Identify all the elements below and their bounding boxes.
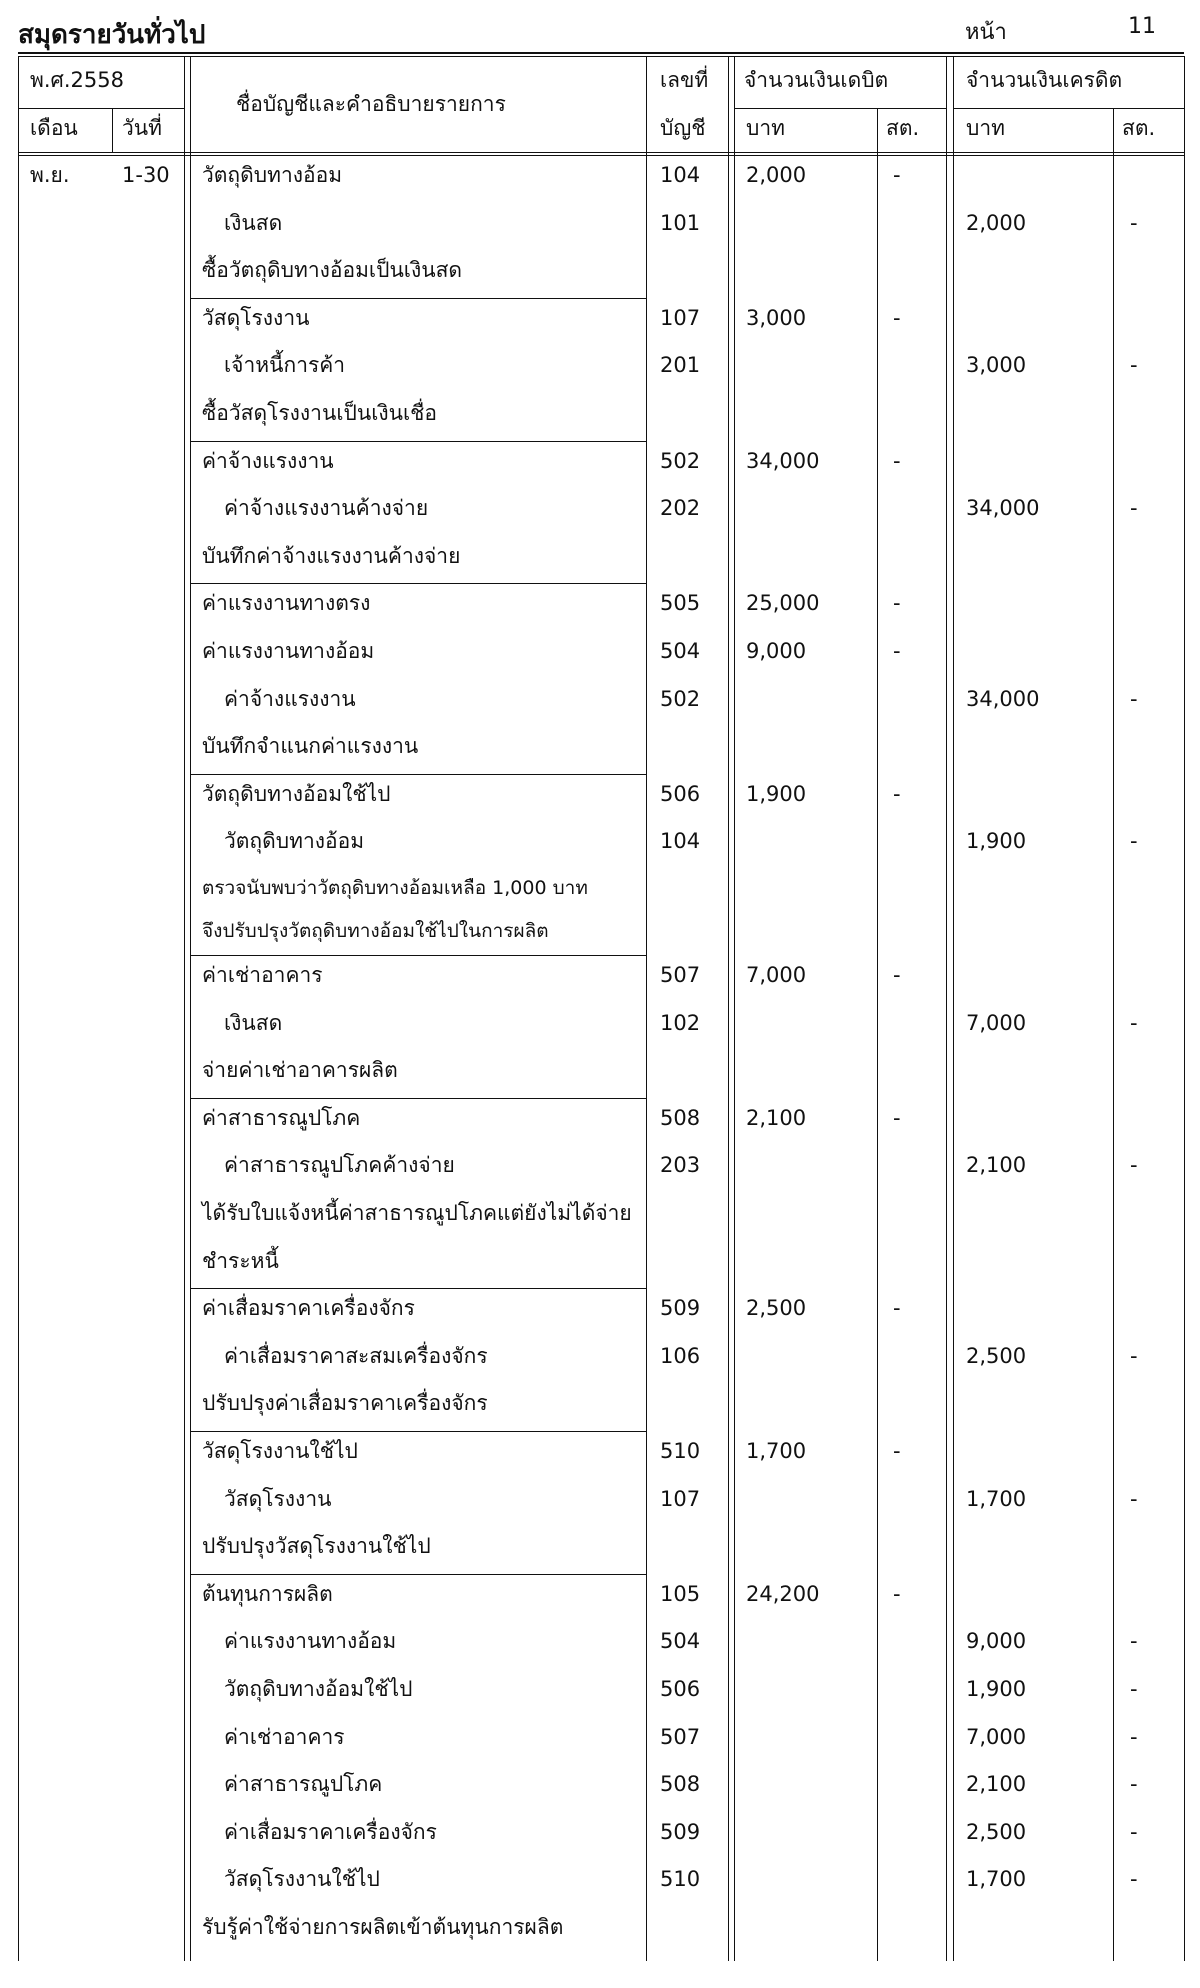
account-text: ปรับปรุงค่าเสื่อมราคาเครื่องจักร	[202, 1391, 488, 1416]
account-text: วัสดุโรงงานใช้ไป	[202, 1439, 358, 1463]
credit-satang: -	[1130, 1010, 1138, 1035]
account-text: วัสดุโรงงาน	[202, 305, 310, 330]
account-text: ค่าจ้างแรงงาน	[202, 448, 334, 473]
credit-satang: -	[1130, 1819, 1138, 1844]
ref-number: 201	[660, 353, 701, 378]
debit-amount: 9,000	[746, 639, 807, 663]
credit-amount: 3,000	[966, 353, 1027, 378]
account-text: ค่าสาธารณูปโภคค้างจ่าย	[224, 1153, 455, 1178]
account-text: บันทึกค่าจ้างแรงงานค้างจ่าย	[202, 543, 461, 568]
credit-amount: 7,000	[966, 1010, 1027, 1035]
account-text: ชำระหนี้	[202, 1248, 279, 1273]
credit-amount: 2,500	[966, 1343, 1027, 1368]
table-vline	[190, 56, 191, 1961]
debit-satang: -	[893, 305, 901, 330]
table-vline	[646, 56, 647, 1961]
account-text: ซื้อวัสดุโรงงานเป็นเงินเชื่อ	[202, 401, 438, 425]
debit-satang: -	[893, 1105, 901, 1130]
table-vline	[1184, 56, 1185, 1961]
table-vline	[112, 108, 113, 152]
debit-amount: 1,700	[746, 1439, 807, 1463]
account-text: วัตถุดิบทางอ้อมใช้ไป	[202, 781, 391, 806]
account-text: ปรับปรุงวัสดุโรงงานใช้ไป	[202, 1534, 431, 1559]
account-text: ค่าสาธารณูปโภค	[224, 1772, 383, 1797]
debit-amount: 7,000	[746, 963, 807, 987]
header-ref-top: เลขที่	[660, 68, 709, 92]
top-rule	[18, 52, 1184, 54]
account-text: วัตถุดิบทางอ้อม	[224, 829, 365, 854]
ref-number: 510	[660, 1439, 701, 1463]
credit-amount: 2,000	[966, 210, 1027, 235]
ref-number: 504	[660, 1629, 701, 1654]
account-text: ค่าแรงงานทางอ้อม	[202, 639, 375, 663]
ref-number: 104	[660, 163, 701, 187]
table-hline	[190, 298, 646, 299]
account-text: บันทึกจำแนกค่าแรงงาน	[202, 734, 419, 759]
credit-satang: -	[1130, 1724, 1138, 1749]
debit-amount: 34,000	[746, 448, 820, 473]
ref-number: 506	[660, 1677, 701, 1701]
debit-satang: -	[893, 163, 901, 187]
ref-number: 107	[660, 305, 701, 330]
credit-amount: 1,700	[966, 1867, 1027, 1892]
debit-amount: 1,900	[746, 781, 807, 806]
credit-satang: -	[1130, 829, 1138, 854]
debit-satang: -	[893, 1581, 901, 1606]
debit-amount: 25,000	[746, 591, 820, 616]
header-credit-baht: บาท	[966, 116, 1005, 140]
account-text: ได้รับใบแจ้งหนี้ค่าสาธารณูปโภคแต่ยังไม่ได้จ่าย	[202, 1201, 632, 1225]
account-text: ค่าเช่าอาคาร	[202, 963, 323, 987]
ref-number: 202	[660, 496, 701, 521]
header-ref-bottom: บัญชี	[660, 116, 706, 140]
account-text: ค่าสาธารณูปโภค	[202, 1105, 361, 1130]
credit-satang: -	[1130, 686, 1138, 711]
ref-number: 101	[660, 210, 701, 235]
table-hline	[190, 1098, 646, 1099]
account-text: ค่าแรงงานทางอ้อม	[224, 1629, 397, 1654]
header-year: พ.ศ.2558	[30, 68, 124, 92]
header-credit-satang: สต.	[1122, 116, 1156, 140]
ref-number: 505	[660, 591, 701, 616]
credit-satang: -	[1130, 1772, 1138, 1797]
table-hline	[190, 1574, 646, 1575]
table-vline	[953, 56, 954, 1961]
header-debit: จำนวนเงินเดบิต	[744, 68, 889, 92]
account-text: เจ้าหนี้การค้า	[224, 353, 346, 378]
table-vline	[1113, 108, 1114, 1961]
account-text: ค่าเสื่อมราคาเครื่องจักร	[224, 1819, 437, 1844]
entry-month: พ.ย.	[30, 163, 70, 187]
credit-satang: -	[1130, 1153, 1138, 1178]
credit-satang: -	[1130, 353, 1138, 378]
table-hline	[18, 155, 1184, 156]
credit-amount: 7,000	[966, 1724, 1027, 1749]
debit-amount: 24,200	[746, 1581, 820, 1606]
account-text: ตรวจนับพบว่าวัตถุดิบทางอ้อมเหลือ 1,000 บาท	[202, 877, 588, 899]
table-hline	[18, 108, 184, 109]
ref-number: 102	[660, 1010, 701, 1035]
debit-satang: -	[893, 781, 901, 806]
credit-amount: 2,100	[966, 1772, 1027, 1797]
page-number: 11	[1128, 14, 1156, 39]
ref-number: 509	[660, 1819, 701, 1844]
table-hline	[190, 774, 646, 775]
credit-amount: 2,500	[966, 1819, 1027, 1844]
debit-amount: 2,500	[746, 1296, 807, 1321]
credit-satang: -	[1130, 1677, 1138, 1701]
ref-number: 502	[660, 448, 701, 473]
header-debit-satang: สต.	[886, 116, 920, 140]
ref-number: 507	[660, 963, 701, 987]
table-hline	[190, 955, 646, 956]
ref-number: 508	[660, 1772, 701, 1797]
table-vline	[728, 56, 729, 1961]
account-text: ค่าเสื่อมราคาเครื่องจักร	[202, 1296, 415, 1321]
account-text: วัสดุโรงงานใช้ไป	[224, 1867, 380, 1892]
table-vline	[877, 108, 878, 1961]
credit-amount: 1,900	[966, 829, 1027, 854]
credit-satang: -	[1130, 1867, 1138, 1892]
table-vline	[734, 56, 735, 1961]
header-account: ชื่อบัญชีและคำอธิบายรายการ	[236, 92, 506, 116]
account-text: ต้นทุนการผลิต	[202, 1581, 333, 1606]
ref-number: 105	[660, 1581, 701, 1606]
table-vline	[946, 56, 947, 1961]
header-debit-baht: บาท	[746, 116, 785, 140]
credit-satang: -	[1130, 1629, 1138, 1654]
credit-amount: 1,700	[966, 1486, 1027, 1511]
debit-satang: -	[893, 1439, 901, 1463]
debit-satang: -	[893, 591, 901, 616]
ref-number: 508	[660, 1105, 701, 1130]
page-label: หน้า	[965, 20, 1007, 45]
table-hline	[190, 441, 646, 442]
ref-number: 510	[660, 1867, 701, 1892]
account-text: ค่าเสื่อมราคาสะสมเครื่องจักร	[224, 1343, 488, 1368]
table-hline	[190, 1431, 646, 1432]
top-rule-thin	[18, 56, 1184, 57]
account-text: ค่าแรงงานทางตรง	[202, 591, 371, 616]
table-hline	[190, 583, 646, 584]
ref-number: 506	[660, 781, 701, 806]
table-vline	[184, 56, 185, 1961]
table-hline	[953, 108, 1184, 109]
account-text: เงินสด	[224, 210, 283, 235]
ref-number: 106	[660, 1343, 701, 1368]
credit-amount: 34,000	[966, 496, 1040, 521]
account-text: วัตถุดิบทางอ้อม	[202, 163, 343, 187]
credit-amount: 1,900	[966, 1677, 1027, 1701]
ref-number: 507	[660, 1724, 701, 1749]
account-text: จึงปรับปรุงวัตถุดิบทางอ้อมใช้ไปในการผลิต	[202, 920, 549, 942]
debit-amount: 2,100	[746, 1105, 807, 1130]
credit-satang: -	[1130, 1486, 1138, 1511]
header-credit: จำนวนเงินเครดิต	[966, 68, 1123, 92]
ref-number: 203	[660, 1153, 701, 1178]
table-hline	[18, 152, 1184, 153]
credit-amount: 34,000	[966, 686, 1040, 711]
entry-days: 1-30	[122, 163, 170, 187]
debit-satang: -	[893, 1296, 901, 1321]
ref-number: 509	[660, 1296, 701, 1321]
account-text: วัสดุโรงงาน	[224, 1486, 332, 1511]
credit-satang: -	[1130, 210, 1138, 235]
debit-amount: 3,000	[746, 305, 807, 330]
debit-amount: 2,000	[746, 163, 807, 187]
page-title: สมุดรายวันทั่วไป	[18, 20, 206, 50]
ref-number: 104	[660, 829, 701, 854]
credit-amount: 2,100	[966, 1153, 1027, 1178]
debit-satang: -	[893, 639, 901, 663]
credit-amount: 9,000	[966, 1629, 1027, 1654]
account-text: เงินสด	[224, 1010, 283, 1035]
table-vline	[18, 56, 19, 1961]
account-text: จ่ายค่าเช่าอาคารผลิต	[202, 1058, 398, 1083]
debit-satang: -	[893, 963, 901, 987]
ref-number: 107	[660, 1486, 701, 1511]
ref-number: 502	[660, 686, 701, 711]
header-day: วันที่	[122, 116, 162, 140]
credit-satang: -	[1130, 496, 1138, 521]
ref-number: 504	[660, 639, 701, 663]
table-hline	[734, 108, 946, 109]
account-text: ค่าเช่าอาคาร	[224, 1724, 345, 1749]
account-text: ซื้อวัตถุดิบทางอ้อมเป็นเงินสด	[202, 258, 463, 283]
debit-satang: -	[893, 448, 901, 473]
credit-satang: -	[1130, 1343, 1138, 1368]
account-text: วัตถุดิบทางอ้อมใช้ไป	[224, 1677, 413, 1701]
account-text: ค่าจ้างแรงงาน	[224, 686, 356, 711]
account-text: รับรู้ค่าใช้จ่ายการผลิตเข้าต้นทุนการผลิต	[202, 1915, 564, 1939]
table-hline	[190, 1288, 646, 1289]
account-text: ค่าจ้างแรงงานค้างจ่าย	[224, 496, 429, 521]
header-month: เดือน	[30, 116, 78, 140]
